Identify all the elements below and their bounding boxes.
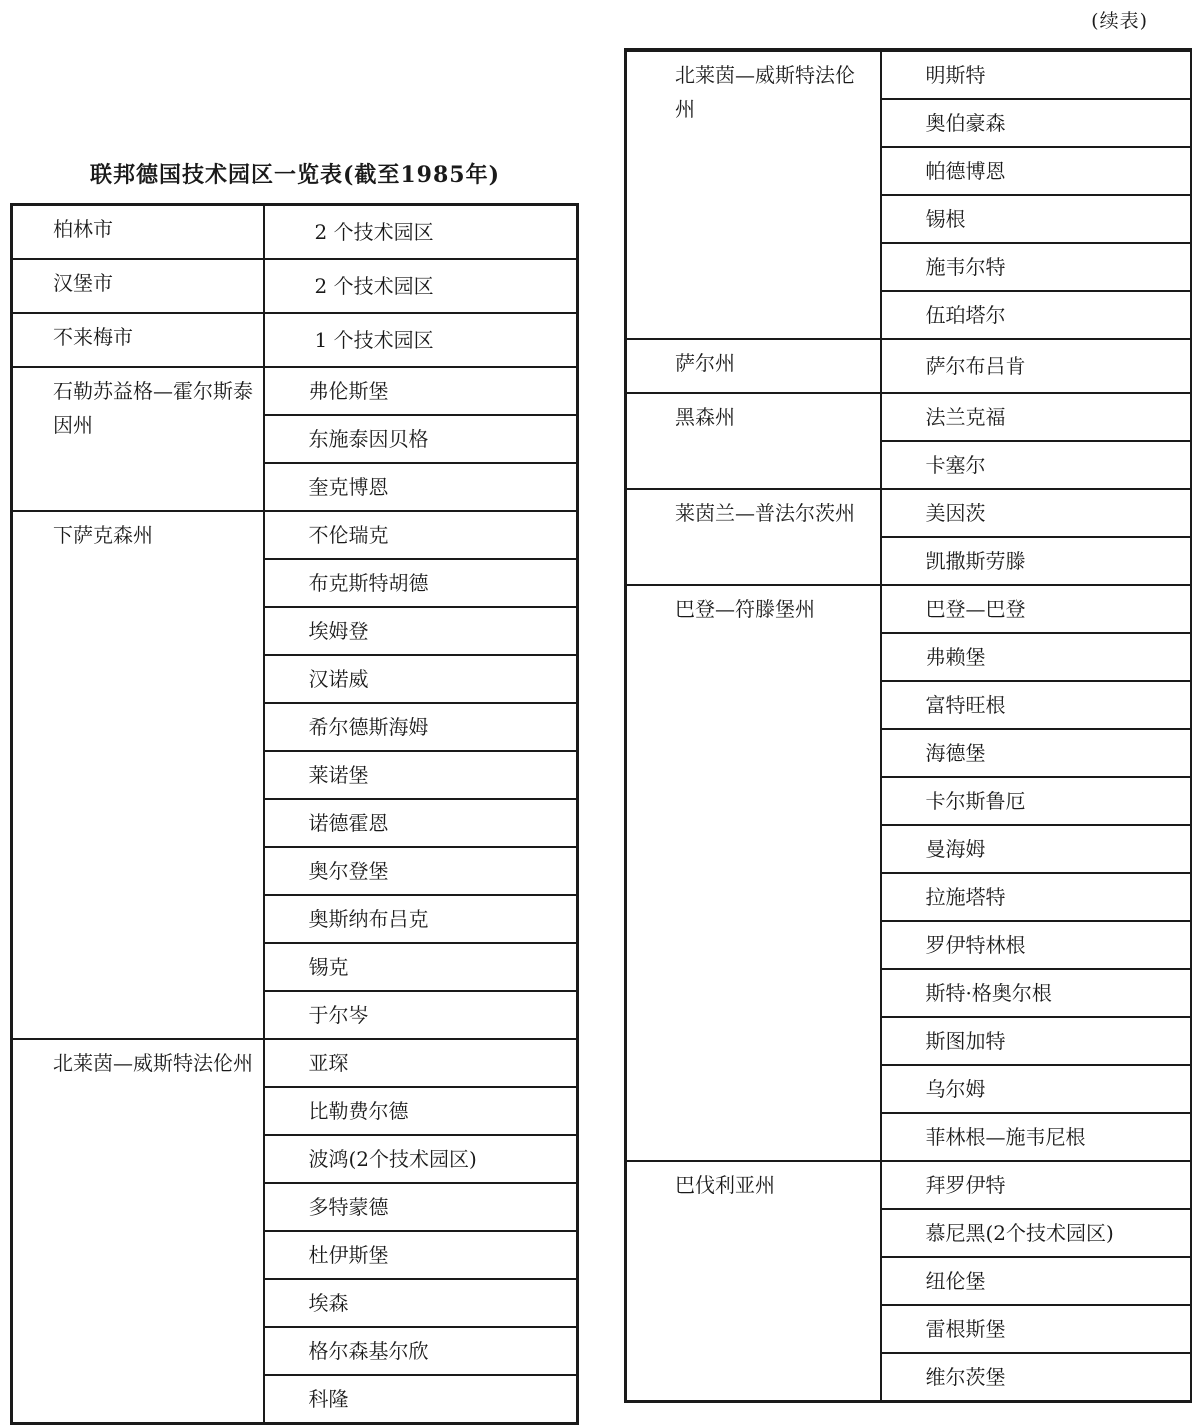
left-table bbox=[10, 203, 579, 1425]
city-cell: 富特旺根 bbox=[881, 681, 1192, 729]
city-cell: 埃姆登 bbox=[264, 607, 578, 655]
city-cell: 奥伯豪森 bbox=[881, 99, 1192, 147]
table-row bbox=[12, 205, 578, 260]
city-cell: 拜罗伊特 bbox=[881, 1161, 1192, 1209]
table-row bbox=[626, 50, 1192, 99]
region-cell: 黑森州 bbox=[626, 393, 881, 489]
region-cell: 柏林市 bbox=[12, 205, 264, 260]
city-cell: 巴登—巴登 bbox=[881, 585, 1192, 633]
city-cell: 汉诺威 bbox=[264, 655, 578, 703]
table-row bbox=[12, 511, 578, 559]
table-row bbox=[626, 339, 1192, 393]
city-cell: 海德堡 bbox=[881, 729, 1192, 777]
region-cell: 石勒苏益格—霍尔斯泰因州 bbox=[12, 367, 264, 511]
city-cell: 慕尼黑(2个技术园区) bbox=[881, 1209, 1192, 1257]
city-cell: 诺德霍恩 bbox=[264, 799, 578, 847]
table-row bbox=[12, 367, 578, 415]
region-cell: 下萨克森州 bbox=[12, 511, 264, 1039]
city-cell: 1 个技术园区 bbox=[264, 313, 578, 367]
city-cell: 比勒费尔德 bbox=[264, 1087, 578, 1135]
city-cell: 2 个技术园区 bbox=[264, 205, 578, 260]
continued-label: (续表) bbox=[1091, 10, 1148, 32]
region-cell: 巴登—符滕堡州 bbox=[626, 585, 881, 1161]
table-row bbox=[626, 585, 1192, 633]
region-cell: 汉堡市 bbox=[12, 259, 264, 313]
city-cell: 奎克博恩 bbox=[264, 463, 578, 511]
city-cell: 帕德博恩 bbox=[881, 147, 1192, 195]
table-row bbox=[12, 1039, 578, 1087]
table-row bbox=[626, 393, 1192, 441]
city-cell: 于尔岑 bbox=[264, 991, 578, 1039]
city-cell: 菲林根—施韦尼根 bbox=[881, 1113, 1192, 1161]
city-cell: 斯图加特 bbox=[881, 1017, 1192, 1065]
city-cell: 施韦尔特 bbox=[881, 243, 1192, 291]
city-cell: 亚琛 bbox=[264, 1039, 578, 1087]
table-row bbox=[626, 489, 1192, 537]
city-cell: 乌尔姆 bbox=[881, 1065, 1192, 1113]
city-cell: 弗伦斯堡 bbox=[264, 367, 578, 415]
table-row bbox=[12, 313, 578, 367]
city-cell: 科隆 bbox=[308, 1386, 349, 1411]
city-cell: 维尔茨堡 bbox=[925, 1364, 1006, 1389]
city-cell: 拉施塔特 bbox=[881, 873, 1192, 921]
table-row bbox=[626, 1161, 1192, 1209]
city-cell: 凯撒斯劳滕 bbox=[881, 537, 1192, 585]
region-cell: 北莱茵—威斯特法伦州 bbox=[626, 50, 881, 339]
city-cell: 雷根斯堡 bbox=[881, 1305, 1192, 1353]
table-row bbox=[12, 259, 578, 313]
right-table bbox=[624, 48, 1192, 1403]
region-cell: 莱茵兰—普法尔茨州 bbox=[626, 489, 881, 585]
city-cell: 希尔德斯海姆 bbox=[264, 703, 578, 751]
city-cell: 卡塞尔 bbox=[881, 441, 1192, 489]
city-cell: 卡尔斯鲁厄 bbox=[881, 777, 1192, 825]
region-cell: 北莱茵—威斯特法伦州 bbox=[12, 1039, 264, 1424]
city-cell: 布克斯特胡德 bbox=[264, 559, 578, 607]
city-cell: 奥尔登堡 bbox=[264, 847, 578, 895]
city-cell: 伍珀塔尔 bbox=[881, 291, 1192, 339]
city-cell: 罗伊特林根 bbox=[881, 921, 1192, 969]
city-cell: 明斯特 bbox=[881, 50, 1192, 99]
city-cell: 锡克 bbox=[264, 943, 578, 991]
city-cell: 斯特·格奥尔根 bbox=[881, 969, 1192, 1017]
region-cell: 巴伐利亚州 bbox=[626, 1161, 881, 1402]
city-cell: 东施泰因贝格 bbox=[264, 415, 578, 463]
city-cell: 2 个技术园区 bbox=[264, 259, 578, 313]
city-cell: 多特蒙德 bbox=[264, 1183, 578, 1231]
city-cell: 莱诺堡 bbox=[264, 751, 578, 799]
city-cell: 杜伊斯堡 bbox=[264, 1231, 578, 1279]
city-cell: 奥斯纳布吕克 bbox=[264, 895, 578, 943]
city-cell: 美因茨 bbox=[881, 489, 1192, 537]
city-cell: 埃森 bbox=[264, 1279, 578, 1327]
table-title: 联邦德国技术园区一览表(截至1985年) bbox=[89, 162, 501, 188]
city-cell: 不伦瑞克 bbox=[264, 511, 578, 559]
right-table-body bbox=[626, 50, 1192, 1402]
city-cell: 弗赖堡 bbox=[881, 633, 1192, 681]
city-cell: 法兰克福 bbox=[881, 393, 1192, 441]
region-cell: 萨尔州 bbox=[626, 339, 881, 393]
city-cell: 格尔森基尔欣 bbox=[264, 1327, 578, 1375]
left-table-body bbox=[12, 205, 578, 1424]
city-cell: 纽伦堡 bbox=[881, 1257, 1192, 1305]
city-cell: 曼海姆 bbox=[881, 825, 1192, 873]
city-cell: 萨尔布吕肯 bbox=[881, 339, 1192, 393]
city-cell: 波鸿(2个技术园区) bbox=[264, 1135, 578, 1183]
region-cell: 不来梅市 bbox=[12, 313, 264, 367]
city-cell: 锡根 bbox=[881, 195, 1192, 243]
